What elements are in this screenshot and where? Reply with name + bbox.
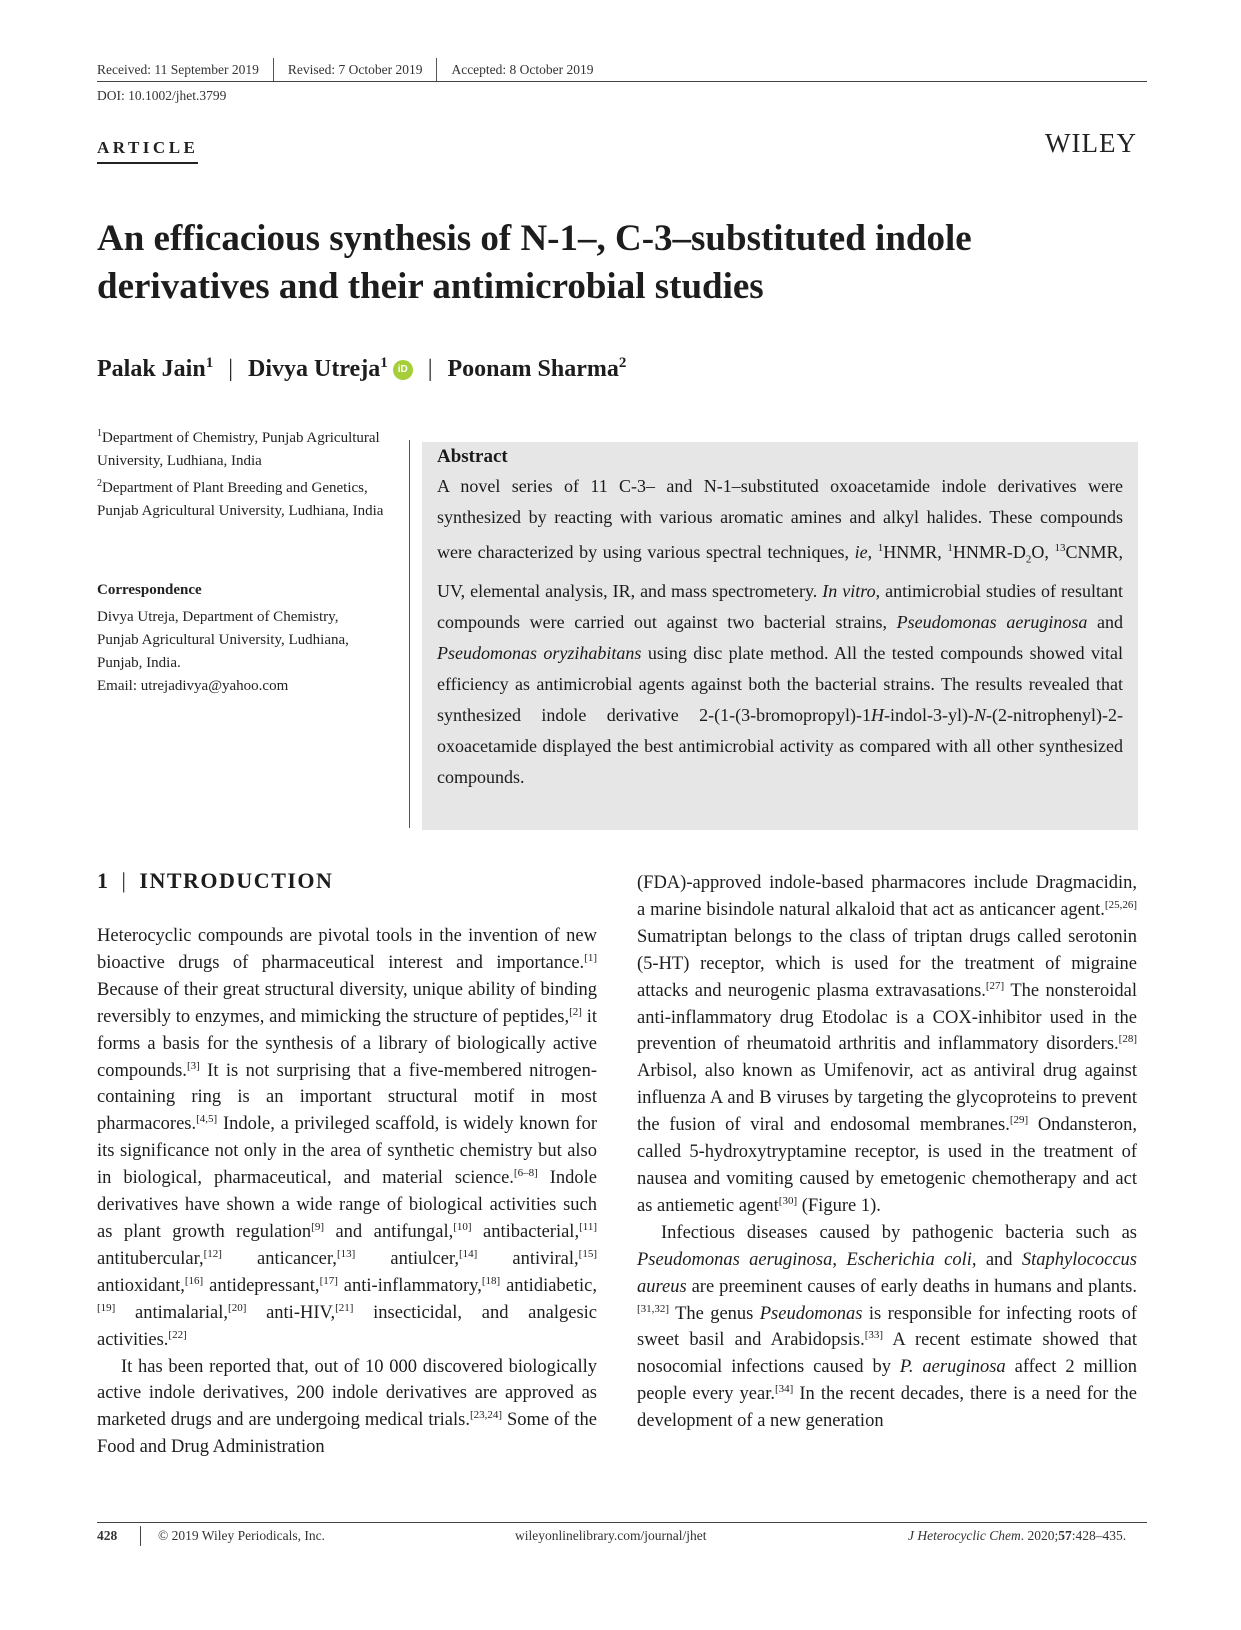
citation-ref[interactable]: [10]	[453, 1220, 472, 1233]
text-segment: The genus	[669, 1303, 760, 1324]
correspondence-body	[97, 606, 407, 698]
citation-ref[interactable]: [2]	[569, 1005, 582, 1018]
citation-ref[interactable]: [9]	[311, 1220, 324, 1233]
species-name: Pseudomonas aeruginosa	[637, 1249, 833, 1270]
author-affiliation-mark: 1	[205, 355, 214, 371]
page-range: :428–435.	[1071, 1528, 1127, 1543]
correspondence-heading: Correspondence	[97, 582, 202, 598]
text-segment: Heterocyclic compounds are pivotal tools in the invention of new bioactive drugs of pharmaceutical interest and importance.	[97, 926, 597, 973]
text-segment: insecticidal, and analgesic activities.	[97, 1302, 597, 1350]
citation-ref[interactable]: [34]	[774, 1383, 794, 1396]
citation-ref[interactable]: [22]	[168, 1328, 187, 1341]
affiliation-text: Department of Chemistry, Punjab Agricultural University, Ludhiana, India	[97, 430, 380, 469]
text-segment: and antifungal,	[324, 1221, 454, 1242]
citation-ref[interactable]: [28]	[1118, 1033, 1137, 1046]
citation-ref[interactable]: [27]	[985, 979, 1005, 992]
citation-ref[interactable]: [19]	[97, 1301, 116, 1314]
text-segment: affect 2 million people every year.	[637, 1357, 1137, 1405]
abstract-segment: using disc plate method. All the tested compounds showed vital efficiency as antimicrobial agents against both the bacterial strains. The results revealed that synthesized indole derivative 2-(1-(3-bromopropyl)-1	[437, 642, 1124, 725]
text-segment: , and	[971, 1249, 1022, 1270]
abstract-segment: A novel series of 11 C-3– and N-1–substituted oxoacetamide indole derivatives were synthesized by reacting with various aromatic amines and alkyl halides. These compounds were characterized by using various spectral techniques,	[437, 476, 1123, 562]
article-type-label: ARTICLE	[97, 138, 198, 164]
title-line-1: An efficacious synthesis of N-1–, C-3–substituted indole	[97, 218, 972, 259]
publisher-logo: WILEY	[1045, 128, 1137, 158]
text-segment: A recent estimate showed that nosocomial infections caused by	[637, 1330, 1137, 1378]
text-segment: antidiabetic,	[500, 1275, 597, 1296]
abstract-italic: N	[974, 704, 987, 725]
journal-url[interactable]: wileyonlinelibrary.com/journal/jhet	[515, 1528, 707, 1543]
affiliation-number: 1	[97, 428, 102, 439]
text-segment: Indole derivatives have shown a wide range of biological activities such as plant growth regulation	[97, 1168, 597, 1242]
citation-ref[interactable]: [3]	[186, 1059, 200, 1072]
text-segment: It has been reported that, out of 10 000 discovered biologically active indole derivatives, 200 indole derivatives are approved as marketed drugs and are undergoing medical trials.	[97, 1356, 597, 1431]
affiliation-2	[97, 472, 397, 523]
correspondence-line: Punjab, India.	[97, 655, 181, 671]
copyright-notice: © 2019 Wiley Periodicals, Inc.	[158, 1528, 325, 1543]
abstract-segment: HNMR-D	[952, 542, 1026, 562]
author-affiliation-mark: 2	[618, 355, 627, 371]
text-segment: Because of their great structural diversity, unique ability of binding reversibly to enzymes, and mimicking the structure of peptides,	[97, 979, 597, 1027]
text-segment: antidepressant,	[203, 1275, 320, 1296]
text-segment: antiulcer,	[355, 1248, 459, 1269]
abstract-sup: 13	[1054, 542, 1066, 554]
abstract-segment: ,	[867, 542, 878, 562]
citation-ref[interactable]: [14]	[458, 1247, 478, 1260]
text-segment: antiviral,	[477, 1248, 579, 1269]
abstract-segment: HNMR,	[883, 542, 948, 562]
author-separator: |	[228, 356, 234, 382]
citation-ref[interactable]: [21]	[335, 1301, 354, 1314]
section-heading	[97, 868, 333, 894]
author-affiliation-mark: 1	[380, 355, 388, 371]
citation-ref[interactable]: [25,26]	[1104, 898, 1137, 911]
abstract-text	[437, 471, 1123, 793]
citation-ref[interactable]: [11]	[579, 1220, 597, 1233]
page-number: 428	[97, 1528, 118, 1543]
species-name: Staphylococcus aureus	[637, 1249, 1137, 1297]
received-date: Received: 11 September 2019	[97, 62, 259, 77]
correspondence-line: Punjab Agricultural University, Ludhiana,	[97, 632, 349, 648]
text-segment: antioxidant,	[97, 1275, 185, 1296]
header-rule	[97, 81, 1147, 82]
citation-ref[interactable]: [13]	[336, 1247, 356, 1260]
abstract-italic: Pseudomonas aeruginosa	[896, 611, 1088, 632]
text-segment: it forms a basis for the synthesis of a library of biologically active compounds.	[97, 1006, 598, 1081]
abstract-italic: In vitro	[822, 580, 876, 601]
revised-date: Revised: 7 October 2019	[273, 58, 437, 82]
text-segment: anticancer,	[221, 1248, 337, 1269]
paper-title	[97, 215, 1157, 311]
text-segment: The nonsteroidal anti-inflammatory drug Etodolac is a COX-inhibitor used in the prevention of rheumatoid arthritis and inflammatory disorders.	[637, 980, 1137, 1055]
paragraph	[637, 870, 1137, 1220]
abstract-segment: CNMR, UV, elemental analysis, IR, and mass spectrometery.	[437, 542, 1124, 601]
species-name: Pseudomonas	[759, 1303, 863, 1324]
abstract-segment: -(2-nitrophenyl)-2-oxoacetamide displayed the best antimicrobial activity as compared with all other synthesized compounds.	[437, 704, 1123, 787]
text-segment: anti-HIV,	[246, 1302, 336, 1323]
abstract-sup: 1	[877, 542, 884, 554]
abstract-heading: Abstract	[437, 446, 508, 467]
section-title: INTRODUCTION	[139, 868, 334, 893]
species-name: P. aeruginosa	[899, 1357, 1006, 1378]
text-segment: antitubercular,	[97, 1248, 204, 1269]
paragraph	[637, 1220, 1137, 1435]
volume-number: 57	[1058, 1528, 1072, 1543]
section-separator: |	[121, 868, 128, 893]
text-segment: ,	[832, 1249, 847, 1270]
affiliation-text: Department of Plant Breeding and Genetics, Punjab Agricultural University, Ludhiana, India	[97, 480, 384, 519]
abstract-segment: O,	[1031, 542, 1055, 562]
citation-ref[interactable]: [12]	[203, 1247, 222, 1260]
citation-year: . 2020;	[1020, 1528, 1059, 1543]
citation-ref[interactable]: [23,24]	[469, 1409, 503, 1422]
journal-citation	[908, 1528, 1126, 1544]
text-segment: are preeminent causes of early deaths in humans and plants.	[686, 1276, 1137, 1297]
citation-ref[interactable]: [6–8]	[513, 1167, 538, 1179]
citation-ref[interactable]: [33]	[864, 1329, 884, 1342]
species-name: Escherichia coli	[846, 1249, 972, 1270]
abstract-divider	[409, 440, 410, 828]
abstract-italic: Pseudomonas oryzihabitans	[437, 642, 642, 663]
abstract-italic: H	[871, 704, 885, 725]
correspondence-email[interactable]: Email: utrejadivya@yahoo.com	[97, 678, 289, 694]
journal-name: J Heterocyclic Chem	[908, 1528, 1021, 1543]
text-segment: Infectious diseases caused by pathogenic bacteria such as	[661, 1222, 1137, 1243]
paragraph	[97, 1354, 597, 1462]
text-segment: antimalarial,	[115, 1302, 229, 1323]
accepted-date: Accepted: 8 October 2019	[436, 58, 607, 82]
citation-ref[interactable]: [29]	[1009, 1114, 1029, 1126]
abstract-segment: -indol-3-yl)-	[884, 704, 975, 725]
abstract-segment: , antimicrobial studies of resultant compounds were carried out against two bacterial strains,	[437, 580, 1123, 632]
citation-ref[interactable]: [17]	[319, 1274, 338, 1287]
text-segment: Some of the Food and Drug Administration	[97, 1410, 597, 1458]
citation-ref[interactable]: [4,5]	[196, 1113, 218, 1126]
paragraph	[97, 923, 597, 1354]
citation-ref[interactable]: [30]	[778, 1194, 798, 1207]
text-segment: It is not surprising that a five-membered nitrogen-containing ring is an important structural motif in most pharmacores.	[97, 1060, 597, 1135]
doi-link[interactable]: DOI: 10.1002/jhet.3799	[97, 88, 227, 103]
abstract-box	[422, 442, 1138, 830]
author-name[interactable]: Divya Utreja	[248, 356, 381, 382]
citation-ref[interactable]: [18]	[481, 1274, 501, 1287]
footer-rule	[97, 1522, 1147, 1523]
text-segment: (FDA)-approved indole-based pharmacores include Dragmacidin, a marine bisindole natural alkaloid that act as anticancer agent.	[637, 873, 1137, 920]
orcid-icon[interactable]: iD	[393, 360, 413, 380]
citation-ref[interactable]: [15]	[578, 1247, 597, 1260]
history-dates	[97, 58, 1147, 82]
body-column-left	[97, 923, 597, 1461]
author-name[interactable]: Poonam Sharma	[447, 356, 619, 382]
citation-ref[interactable]: [1]	[584, 951, 597, 964]
affiliation-number: 2	[97, 478, 102, 489]
author-separator: |	[427, 356, 433, 382]
text-segment: In the recent decades, there is a need for the development of a new generation	[637, 1384, 1137, 1432]
footer-separator	[140, 1526, 141, 1546]
text-segment: Ondansteron, called 5-hydroxytryptamine receptor, is used in the treatment of nausea and vomiting caused by emetogenic chemotherapy and act as antiemetic agent	[637, 1115, 1137, 1216]
author-list	[97, 355, 626, 383]
abstract-sup: 1	[947, 542, 953, 554]
citation-ref[interactable]: [31,32]	[637, 1302, 670, 1315]
affiliation-1	[97, 422, 397, 473]
abstract-segment: and	[1087, 611, 1123, 632]
author-name[interactable]: Palak Jain	[97, 356, 206, 382]
text-segment: is responsible for infecting roots of sweet basil and Arabidopsis.	[637, 1303, 1137, 1351]
body-column-right	[637, 870, 1137, 1435]
citation-ref[interactable]: [16]	[184, 1274, 204, 1287]
citation-ref[interactable]: [20]	[228, 1301, 247, 1314]
text-segment: Indole, a privileged scaffold, is widely known for its significance not only in the area of synthetic chemistry but also in biological, pharmaceutical, and material science.	[97, 1114, 597, 1189]
figure-ref[interactable]: (Figure 1).	[797, 1195, 881, 1216]
section-number: 1	[97, 868, 110, 893]
text-segment: Sumatriptan belongs to the class of triptan drugs called serotonin (5-HT) receptor, which is used for the treatment of migraine attacks and neurogenic plasma extravasations.	[637, 926, 1137, 1001]
abstract-sub: 2	[1025, 553, 1032, 566]
correspondence-line: Divya Utreja, Department of Chemistry,	[97, 609, 339, 625]
text-segment: Arbisol, also known as Umifenovir, act as antiviral drug against influenza A and B viruses by targeting the glycoproteins to prevent the fusion of viral and endosomal membranes.	[637, 1061, 1137, 1136]
text-segment: antibacterial,	[471, 1221, 580, 1242]
abstract-italic: ie	[854, 542, 868, 562]
title-line-2: derivatives and their antimicrobial studies	[97, 266, 764, 307]
text-segment: anti-inflammatory,	[337, 1275, 482, 1296]
